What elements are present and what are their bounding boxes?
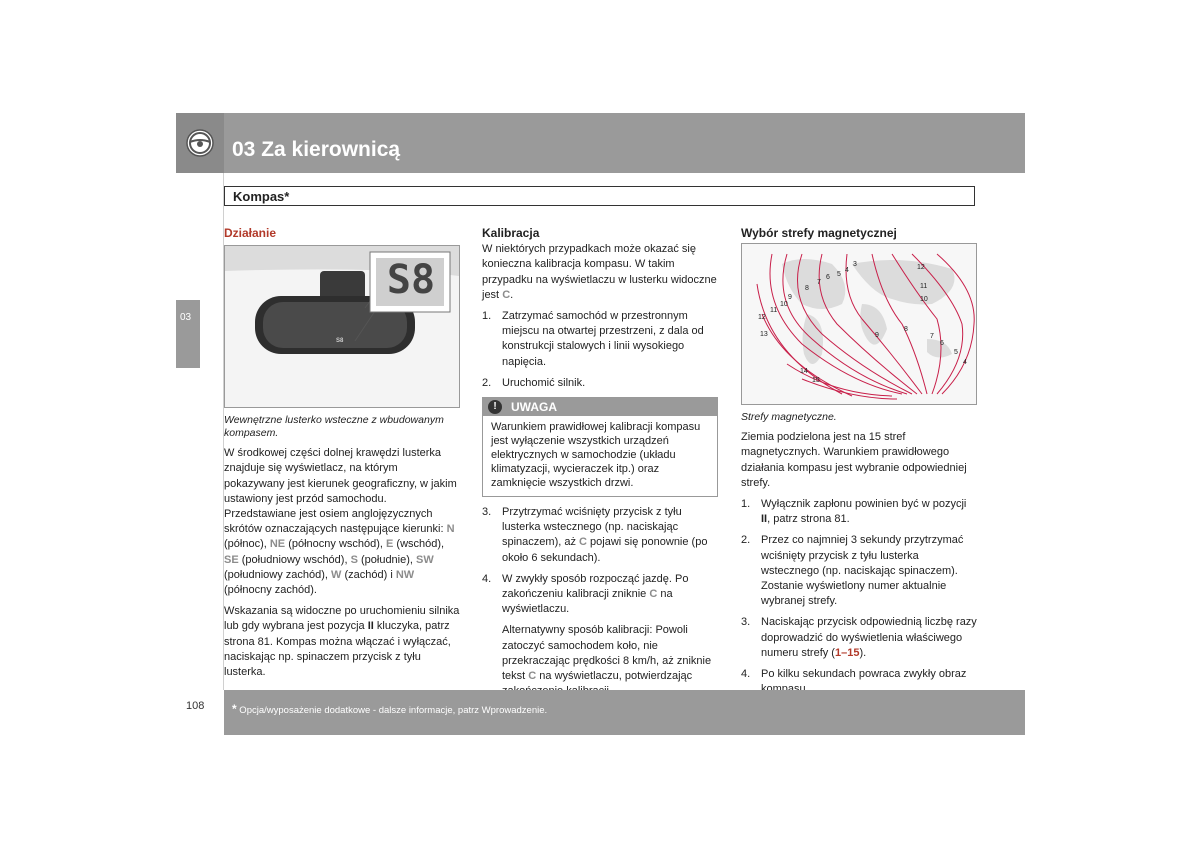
list-item: 2. Uruchomić silnik.	[482, 376, 586, 389]
column-dzialanie	[224, 226, 460, 686]
compass-display-readout: S8	[386, 257, 436, 304]
zone-label: 11	[770, 307, 778, 315]
section-title-box	[224, 186, 975, 206]
calibration-steps-a	[482, 309, 718, 391]
paragraph-calibration-intro: W niektórych przypadkach może okazać się konieczna kalibracja kompasu. W takim przypadku na wyświetlaczu w lusterku widoczne jest C.	[482, 243, 717, 301]
chapter-side-tab	[176, 300, 200, 368]
warning-icon: !	[488, 400, 502, 414]
zone-label: 5	[837, 271, 841, 279]
zone-selection-steps	[741, 497, 977, 697]
zone-label: 15	[812, 377, 820, 385]
list-item: 4. W zwykły sposób rozpocząć jazdę. Po zakończeniu kalibracji zniknie C na wyświetlaczu. Alternatywny sposób kalibracji: Powoli zatoczyć samochodem koło, nie przekraczając prędkości 8 km/h, aż zniknie tekst C na wyświetlaczu, potwierdzając	[482, 572, 718, 700]
note-title: UWAGA	[511, 400, 557, 415]
zone-label: 9	[788, 294, 792, 302]
footer-bar	[224, 690, 1025, 735]
mirror-caption: Wewnętrzne lusterko wsteczne z wbudowanym kompasem.	[224, 414, 444, 440]
zone-label: 8	[805, 285, 809, 293]
note-text: Warunkiem prawidłowej kalibracji kompasu jest wyłączenie wszystkich urządzeń elektrycznych w samochodzie (układu klimatyzacji, wycieraczek itp.) oraz zamknięcie wszystkich drzwi.	[491, 421, 701, 490]
zone-label: 9	[875, 332, 879, 340]
zone-label: 3	[853, 261, 857, 269]
mirror-figure	[224, 245, 460, 408]
zone-label: 6	[826, 274, 830, 282]
zone-label: 4	[845, 267, 849, 275]
zone-label: 4	[963, 359, 967, 367]
paragraph-description: W środkowej części dolnej krawędzi lusterka znajduje się wyświetlacz, na którym pokazywany jest kierunek geograficzny, w jakim ustawiony jest przód samochodu. Przedstawiane jest osiem anglojęzycznych skrótów oznaczających następujące kierunki: N (północ), NE (północny wschód), E (wschód), SE (południowy wschód), S (południe), SW (południowy zachód), W (zachód) i NW (północny zachód).	[224, 447, 457, 597]
chapter-header	[176, 113, 1025, 173]
zone-label: 5	[954, 349, 958, 357]
paragraph-zones-intro: Ziemia podzielona jest na 15 stref magnetycznych. Warunkiem prawidłowego działania kompasu jest wybranie odpowiedniej strefy.	[741, 431, 967, 489]
heading-strefy: Wybór strefy magnetycznej	[741, 226, 897, 240]
zone-label: 13	[760, 331, 768, 339]
note-box	[482, 397, 718, 497]
zone-label: 8	[904, 326, 908, 334]
steering-wheel-icon	[176, 113, 224, 173]
column-strefy	[741, 226, 977, 703]
world-map-zones-illustration	[742, 244, 976, 404]
alternative-calibration: Alternatywny sposób kalibracji: Powoli zatoczyć samochodem koło, nie przekraczając prędkości 8 km/h, aż zniknie tekst C na wyświetlaczu, potwierdzając	[502, 624, 712, 683]
section-title: Kompas*	[233, 189, 290, 204]
zone-label: 12	[758, 314, 766, 322]
heading-kalibracja: Kalibracja	[482, 226, 540, 240]
map-caption: Strefy magnetyczne.	[741, 411, 837, 424]
calibration-steps-b	[482, 505, 718, 699]
list-item: 4. Po kilku sekundach powraca zwykły obraz	[741, 668, 967, 681]
side-divider	[200, 173, 224, 690]
list-item: 2. Przez co najmniej 3 sekundy przytrzymać wciśnięty przycisk z tyłu lusterka wstecznego (np. naciskając spinaczem). Zostanie wyświetlony numer aktualnie wybranej strefy.	[741, 534, 964, 608]
zone-label: 14	[800, 368, 808, 376]
mirror-small-readout: S8	[336, 338, 344, 345]
column-kalibracja	[482, 226, 718, 705]
list-item: 3. Naciskając przycisk odpowiednią liczbę razy doprowadzić do wyświetlenia właściwego numeru strefy (1–15).	[741, 616, 977, 659]
heading-dzialanie: Działanie	[224, 226, 277, 240]
page-number: 108	[186, 700, 205, 712]
zone-label: 10	[780, 301, 788, 309]
zone-label: 10	[920, 296, 928, 304]
note-header	[483, 398, 717, 416]
magnetic-zones-map	[741, 243, 977, 405]
list-item: 3. Przytrzymać wciśnięty przycisk z tyłu lusterka wstecznego (np. naciskając spinaczem), aż C pojawi się ponownie (po około 6 sekundach).	[482, 506, 708, 564]
zone-label: 7	[930, 333, 934, 341]
chapter-side-tab-label: 03	[180, 312, 192, 323]
footer-note: * Opcja/wyposażenie dodatkowe - dalsze informacje, patrz Wprowadzenie.	[232, 702, 548, 716]
chapter-title: 03 Za kierownicą	[232, 138, 401, 161]
list-item: 1. Zatrzymać samochód w przestronnym miejscu na otwartej przestrzeni, z dala od konstrukcji stalowych i linii wysokiego napięcia.	[482, 310, 704, 368]
zone-label: 6	[940, 340, 944, 348]
list-item: 1. Wyłącznik zapłonu powinien być w pozycji II, patrz strona 81.	[741, 498, 967, 526]
zone-label: 7	[817, 279, 821, 287]
zone-label: 12	[917, 264, 925, 272]
zone-label: 11	[920, 283, 928, 291]
paragraph-activation: Wskazania są widoczne po uruchomieniu silnika lub gdy wybrana jest pozycja II kluczyka, patrz strona 81. Kompas można włączać i wyłączać, naciskając np. spinaczem przycisk z tyłu lusterka.	[224, 605, 460, 679]
